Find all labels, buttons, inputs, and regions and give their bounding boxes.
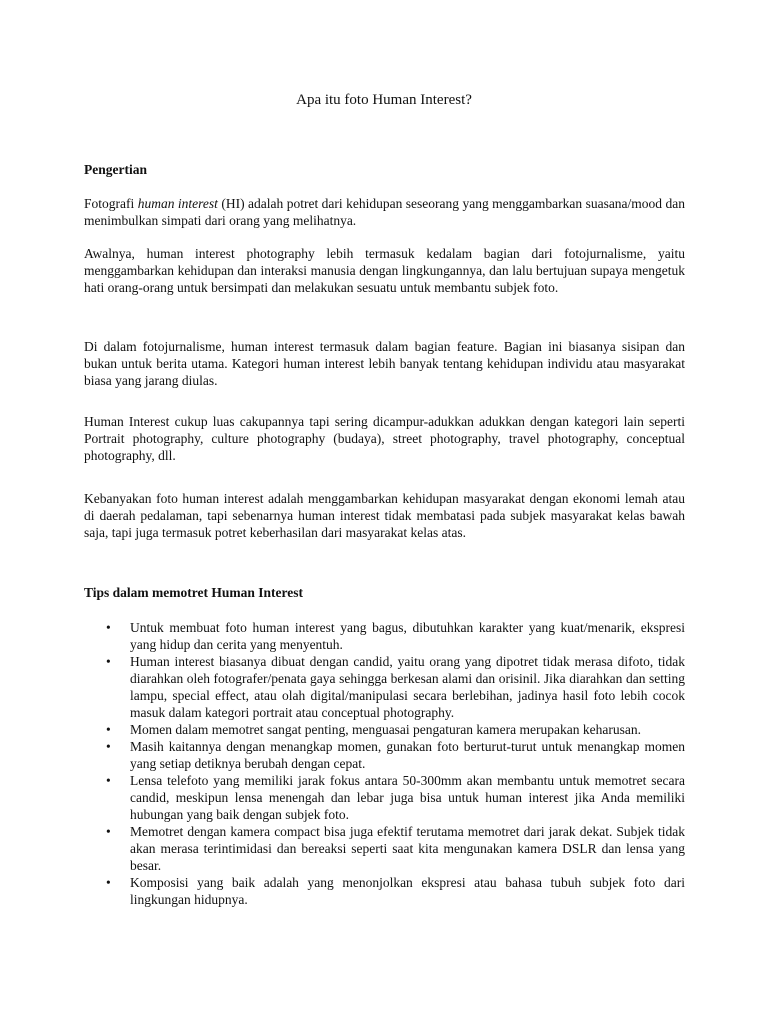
list-item <box>84 738 685 772</box>
list-item-text: Untuk membuat foto human interest yang bagus, dibutuhkan karakter yang kuat/menarik, ekspresi yang hidup dan cerita yang menyentuh. <box>130 620 685 652</box>
list-item-text: Lensa telefoto yang memiliki jarak fokus antara 50-300mm akan membantu untuk memotret secara candid, meskipun lensa menengah dan lebar juga bisa untuk human interest jika Anda memiliki hubungan yang baik dengan subjek foto. <box>130 773 685 822</box>
list-item-text: Momen dalam memotret sangat penting, menguasai pengaturan kamera merupakan keharusan. <box>130 722 641 737</box>
paragraph-1-italic: human interest <box>137 196 218 211</box>
list-item <box>84 653 685 721</box>
bullet-icon: • <box>106 739 111 754</box>
page-title: Apa itu foto Human Interest? <box>296 92 472 108</box>
section-heading-pengertian: Pengertian <box>84 162 147 177</box>
paragraph-1-prefix: Fotografi <box>84 196 138 211</box>
list-item <box>84 874 685 908</box>
paragraph-1-suffix: (HI) adalah potret dari kehidupan seseorang yang menggambarkan suasana/mood dan menimbulkan simpati dari orang yang melihatnya. <box>84 196 685 228</box>
paragraph-2: Awalnya, human interest photography lebih termasuk kedalam bagian dari fotojurnalisme, yaitu menggambarkan kehidupan dan interaksi manusia dengan lingkungannya, dan lalu bertujuan supaya mengetuk hati orang-orang untuk bersimpati dan melakukan sesuatu untuk membantu subjek foto. <box>84 246 685 295</box>
paragraph-4: Human Interest cukup luas cakupannya tapi sering dicampur-adukkan adukkan dengan kategori lain seperti Portrait photography, culture photography (budaya), street photography, travel photography, conceptual photography, dll. <box>84 414 685 463</box>
list-item-text: Masih kaitannya dengan menangkap momen, gunakan foto berturut-turut untuk menangkap momen yang setiap detiknya berubah dengan cepat. <box>130 739 685 771</box>
bullet-icon: • <box>106 620 111 635</box>
bullet-icon: • <box>106 654 111 669</box>
bullet-icon: • <box>106 875 111 890</box>
bullet-icon: • <box>106 773 111 788</box>
tips-list <box>84 619 685 908</box>
list-item <box>84 619 685 653</box>
list-item <box>84 772 685 823</box>
bullet-icon: • <box>106 722 111 737</box>
paragraph-5: Kebanyakan foto human interest adalah menggambarkan kehidupan masyarakat dengan ekonomi lemah atau di daerah pedalaman, tapi sebenarnya human interest tidak membatasi pada subjek masyarakat kelas bawah saja, tapi juga termasuk potret keberhasilan dari masyarakat kelas atas. <box>84 491 685 540</box>
bullet-icon: • <box>106 824 111 839</box>
paragraph-1 <box>84 195 685 229</box>
section-heading-tips: Tips dalam memotret Human Interest <box>84 585 303 600</box>
list-item <box>84 823 685 874</box>
list-item-text: Komposisi yang baik adalah yang menonjolkan ekspresi atau bahasa tubuh subjek foto dari lingkungan hidupnya. <box>130 875 685 907</box>
list-item-text: Memotret dengan kamera compact bisa juga efektif terutama memotret dari jarak dekat. Subjek tidak akan merasa terintimidasi dan bereaksi seperti saat kita mengunakan kamera DSLR dan lensa yang besar. <box>130 824 685 873</box>
list-item-text: Human interest biasanya dibuat dengan candid, yaitu orang yang dipotret tidak merasa difoto, tidak diarahkan oleh fotografer/penata gaya sehingga berkesan alami dan orisinil. Jika diarahkan dan setting lampu, special effect, atau olah digital/manipulasi secara berlebihan, jadinya hasil foto lebih cocok masuk dalam kategori portrait atau conceptual photography. <box>130 654 685 720</box>
list-item <box>84 721 685 738</box>
paragraph-3: Di dalam fotojurnalisme, human interest termasuk dalam bagian feature. Bagian ini biasanya sisipan dan bukan untuk berita utama. Kategori human interest lebih banyak tentang kehidupan individu atau masyarakat biasa yang jarang diulas. <box>84 339 685 388</box>
